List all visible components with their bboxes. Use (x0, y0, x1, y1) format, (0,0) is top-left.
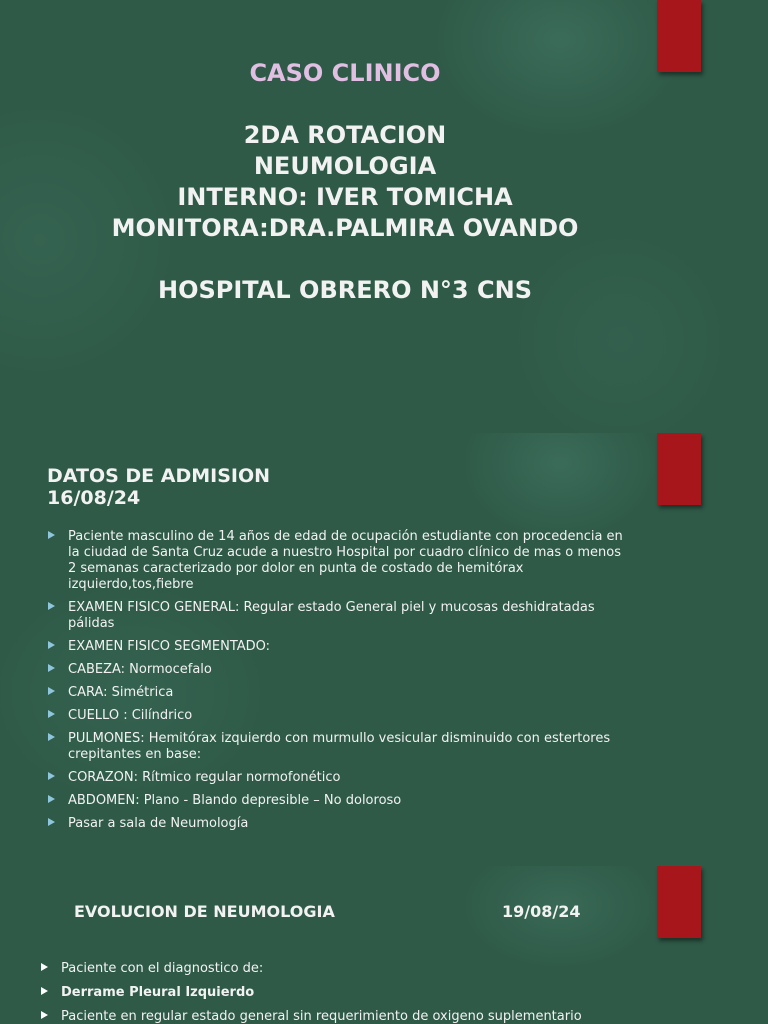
list-item: Derrame Pleural Izquierdo (40, 985, 680, 1001)
bullet-arrow-icon (48, 818, 55, 826)
bullet-arrow-icon (48, 664, 55, 672)
slide-accent-tab (657, 866, 701, 938)
hospital-line: HOSPITAL OBRERO N°3 CNS (158, 276, 532, 304)
list-item: CARA: Simétrica (47, 685, 627, 701)
bullet-arrow-icon (41, 963, 48, 971)
bullet-arrow-icon (41, 1011, 48, 1019)
admission-title: DATOS DE ADMISION (47, 465, 271, 487)
evolution-bullet-list (40, 961, 680, 1024)
list-item: EXAMEN FISICO GENERAL: Regular estado General piel y mucosas deshidratadas pálidas (47, 600, 627, 632)
list-item: CORAZON: Rítmico regular normofonético (47, 770, 627, 786)
list-item: ABDOMEN: Plano - Blando depresible – No doloroso (47, 793, 627, 809)
bullet-arrow-icon (48, 641, 55, 649)
list-item: Paciente masculino de 14 años de edad de ocupación estudiante con procedencia en la ciudad de Santa Cruz acude a nuestro Hospital por cuadro clínico de mas o menos 2 semanas caracterizado por dolor en punta de costado de hemitórax izquierdo,tos,fiebre (47, 529, 627, 593)
rotation-line: 2DA ROTACION (243, 121, 447, 149)
evolution-slide (0, 866, 768, 1024)
slide-title: CASO CLINICO (249, 59, 441, 87)
title-block (40, 58, 650, 306)
supervisor-line: MONITORA:DRA.PALMIRA OVANDO (111, 214, 579, 242)
bullet-arrow-icon (48, 602, 55, 610)
bullet-arrow-icon (48, 733, 55, 741)
bullet-arrow-icon (41, 987, 48, 995)
bullet-arrow-icon (48, 710, 55, 718)
bullet-arrow-icon (48, 795, 55, 803)
intern-line: INTERNO: IVER TOMICHA (177, 183, 513, 211)
evolution-date: 19/08/24 (502, 902, 581, 921)
list-item: CUELLO : Cilíndrico (47, 708, 627, 724)
evolution-heading: EVOLUCION DE NEUMOLOGIA (74, 902, 335, 921)
list-item: Paciente en regular estado general sin requerimiento de oxigeno suplementario (40, 1009, 680, 1024)
bullet-arrow-icon (48, 531, 55, 539)
slide-accent-tab (657, 0, 701, 72)
specialty-line: NEUMOLOGIA (253, 152, 437, 180)
list-item: PULMONES: Hemitórax izquierdo con murmullo vesicular disminuido con estertores crepitantes en base: (47, 731, 627, 763)
admission-bullet-list (47, 529, 627, 839)
admission-date: 16/08/24 (47, 487, 141, 509)
slide-accent-tab (657, 433, 701, 505)
bullet-arrow-icon (48, 772, 55, 780)
list-item: CABEZA: Normocefalo (47, 662, 627, 678)
title-slide (0, 0, 768, 433)
bullet-arrow-icon (48, 687, 55, 695)
list-item: Pasar a sala de Neumología (47, 816, 627, 832)
admission-heading (47, 465, 270, 509)
list-item: EXAMEN FISICO SEGMENTADO: (47, 639, 627, 655)
list-item: Paciente con el diagnostico de: (40, 961, 680, 977)
admission-slide (0, 433, 768, 866)
